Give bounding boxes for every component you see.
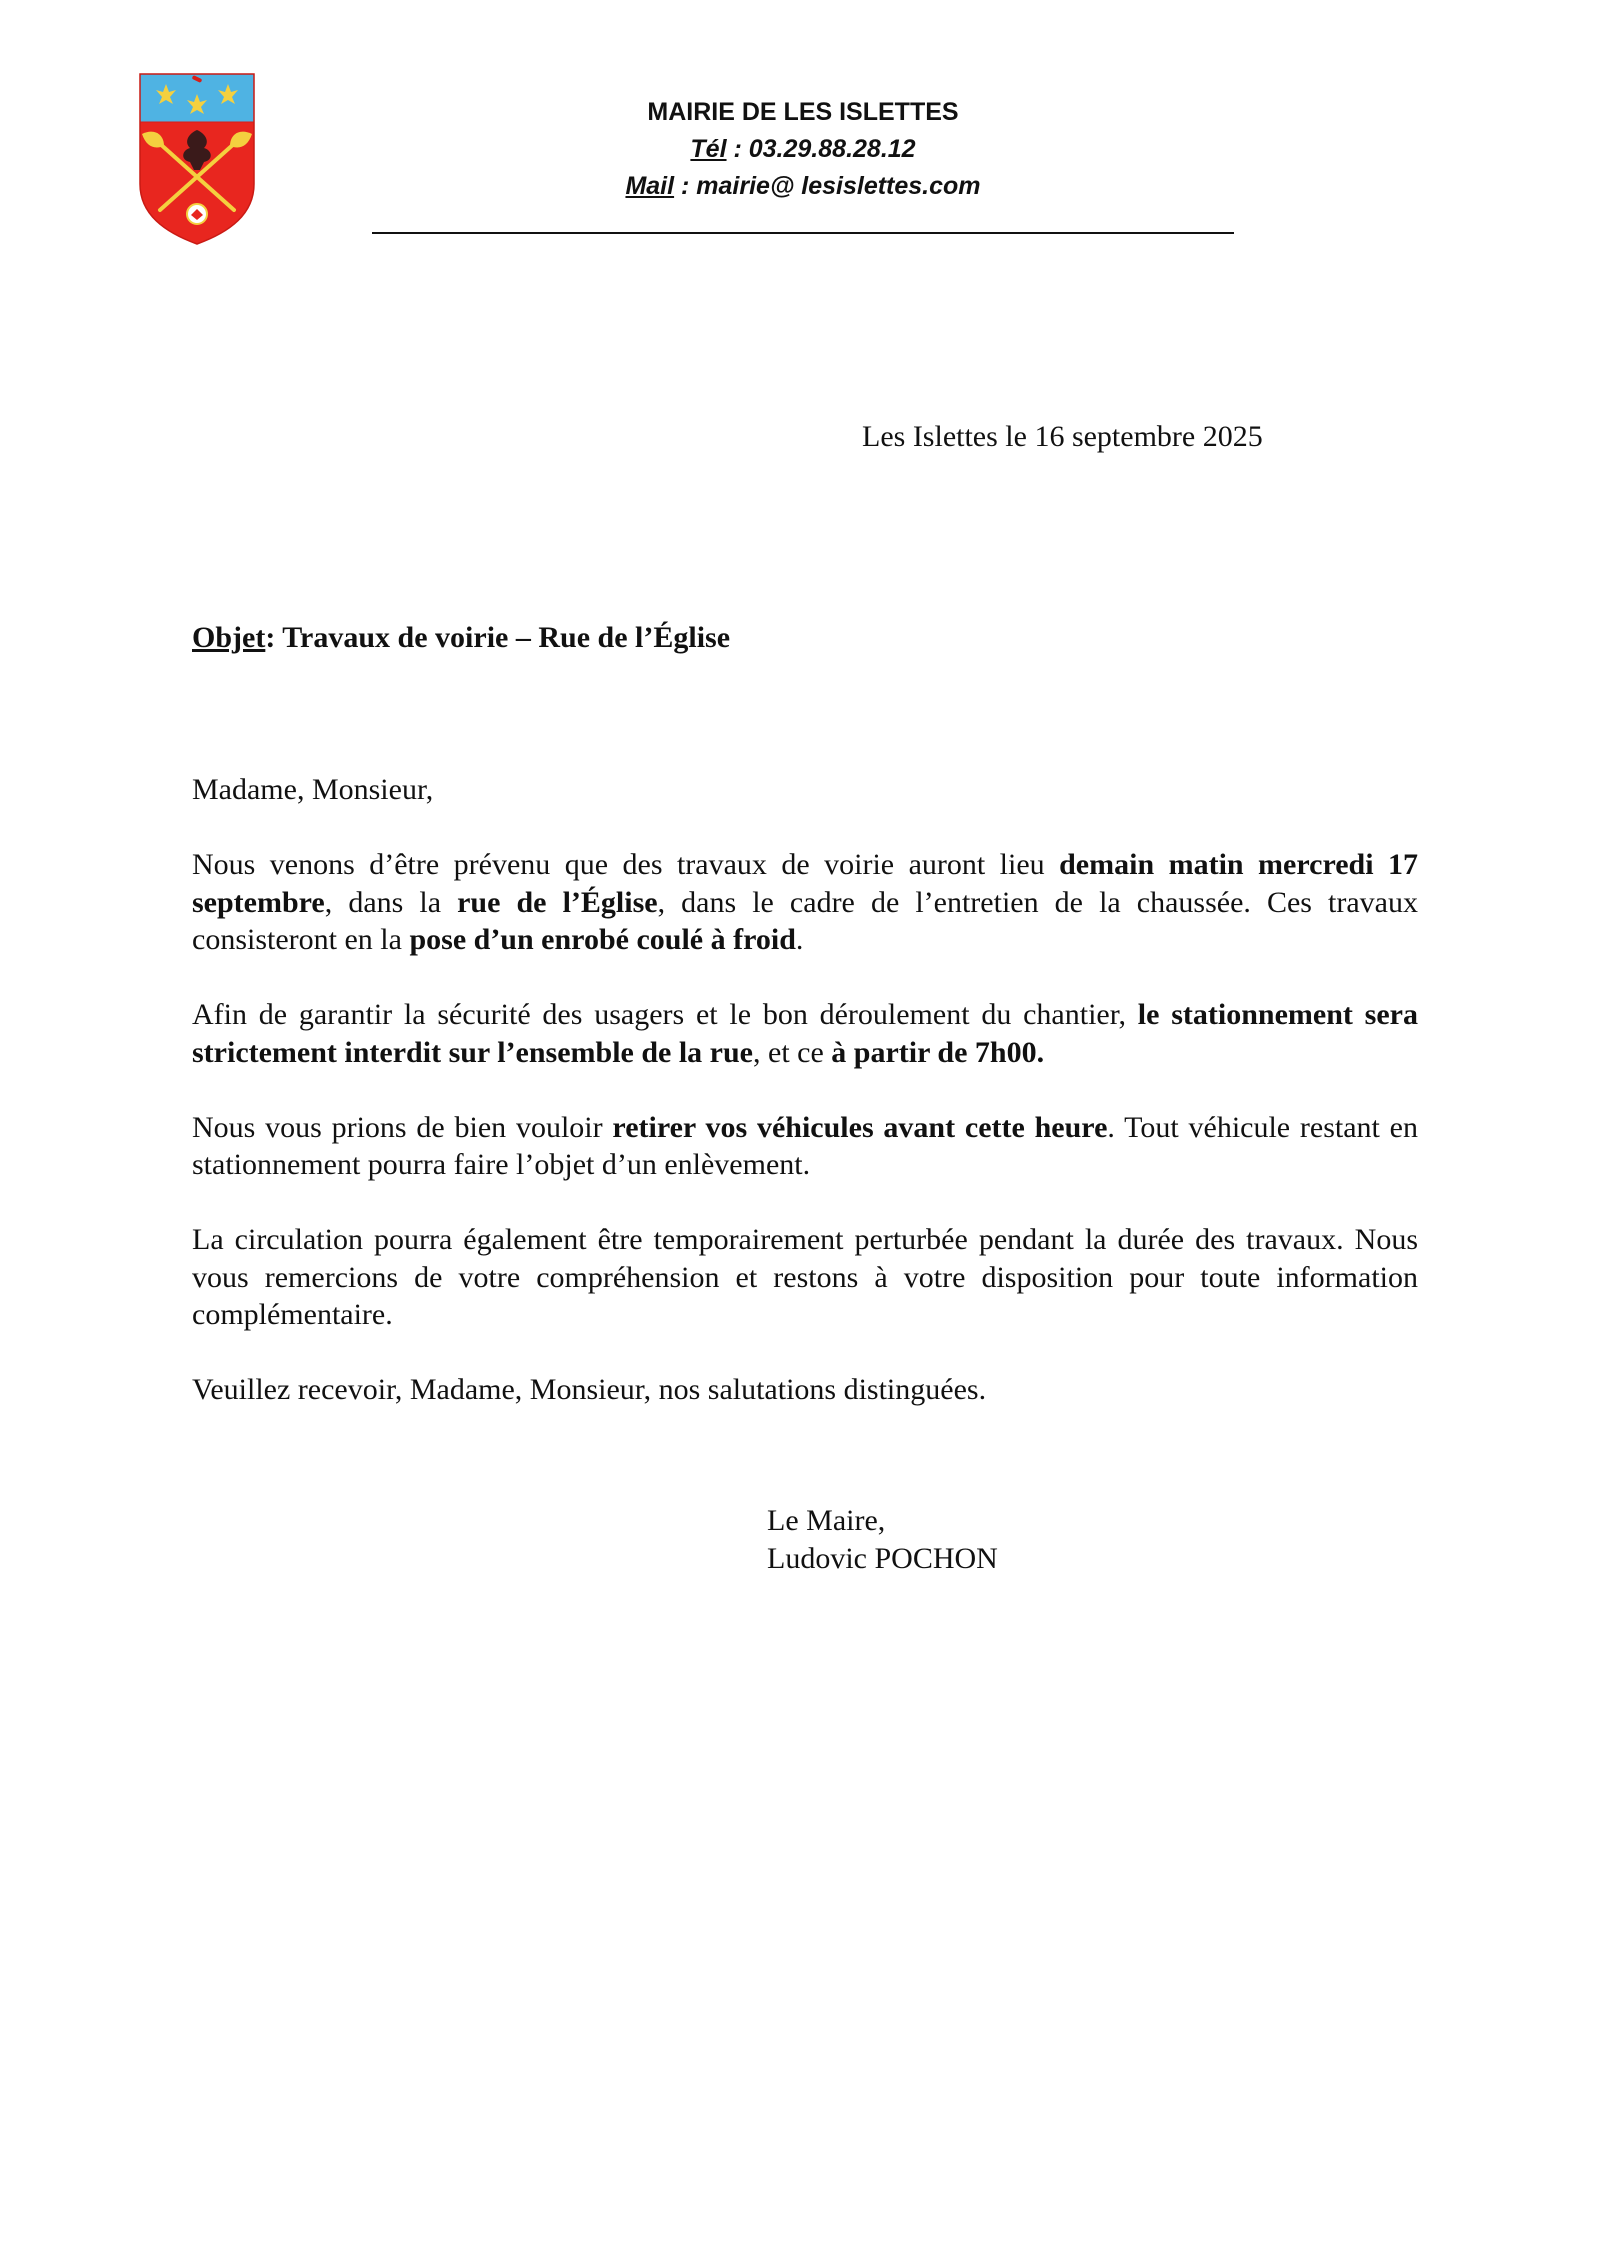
p3-text-a: Nous vous prions de bien vouloir [192,1110,613,1144]
paragraph-works-notice [192,846,1418,959]
p1-street-emphasis: rue de l’Église [457,885,658,919]
p3-vehicles-emphasis: retirer vos véhicules avant cette heure [612,1110,1108,1144]
header-divider [372,232,1234,234]
p2-ban-emphasis: le stationnement sera strictement interdit sur l’ensemble de la rue [192,998,1418,1069]
paragraph-vehicle-removal [192,1109,1418,1184]
phone-line [372,131,1234,168]
paragraph-traffic: La circulation pourra également être temporairement perturbée pendant la durée des travaux. Nous vous remercions de votre compréhension et restons à votre disposition pour toute information complémentaire. [192,1223,1418,1331]
p2-time-emphasis: à partir de 7h00. [831,1035,1045,1069]
paragraph-parking-ban [192,996,1418,1071]
mail-value: : mairie@ lesislettes.com [674,172,981,200]
signature-title: Le Maire, [767,1504,886,1537]
salutation: Madame, Monsieur, [192,773,434,806]
letterhead [372,94,1234,205]
coat-of-arms-icon [134,72,260,246]
p3-text-c: . Tout véhicule restant en stationnement pourra faire l’objet d’un enlèvement. [192,1110,1418,1181]
p1-text-a: Nous venons d’être prévenu que des travaux de voirie auront lieu [192,848,1060,881]
p1-text-c: , dans la [324,885,458,919]
p2-text-c: , et ce [753,1035,832,1069]
subject-line [192,619,730,657]
p1-date-emphasis: demain matin mercredi 17 septembre [192,848,1419,919]
org-name: MAIRIE DE LES ISLETTES [647,98,959,126]
p1-text-g: . [795,923,804,956]
subject-label: Objet [192,621,266,654]
p1-text-e: , dans le cadre de l’entretien de la chaussée. Ces travaux consisteront en la [192,885,1418,956]
p2-text-a: Afin de garantir la sécurité des usagers et le bon déroulement du chantier, [192,998,1138,1031]
subject-text: : Travaux de voirie – Rue de l’Église [265,621,731,654]
mail-line [372,168,1234,205]
signature-block [767,1502,998,1577]
signature-name: Ludovic POCHON [767,1541,998,1575]
phone-value: : 03.29.88.28.12 [726,135,916,163]
phone-label: Tél [690,135,727,163]
letter-body [192,771,1418,1446]
date-line: Les Islettes le 16 septembre 2025 [862,420,1263,453]
mail-label: Mail [625,172,675,200]
closing-formula: Veuillez recevoir, Madame, Monsieur, nos salutations distinguées. [192,1373,987,1406]
p1-works-emphasis: pose d’un enrobé coulé à froid [409,923,796,956]
